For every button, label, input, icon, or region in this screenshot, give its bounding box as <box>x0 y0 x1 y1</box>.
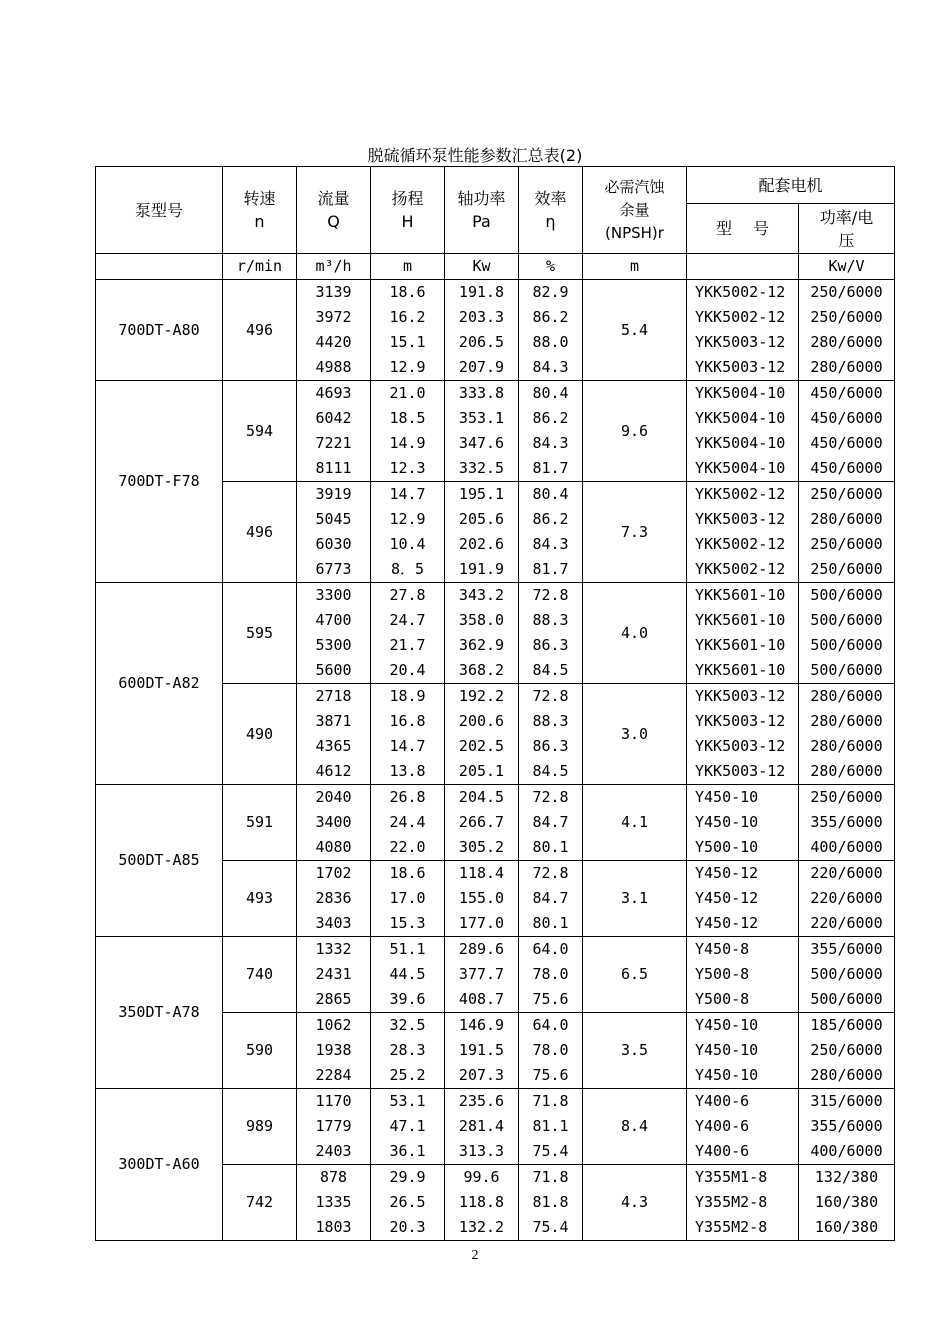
motor-power-cell: 450/6000 <box>799 381 895 407</box>
head-cell: 21.7 <box>371 633 445 658</box>
unit-head: m <box>371 254 445 280</box>
flow-cell: 2284 <box>297 1063 371 1089</box>
header-flow: 流量 Q <box>297 167 371 254</box>
efficiency-cell: 81.8 <box>519 1190 583 1215</box>
head-cell: 18.9 <box>371 684 445 710</box>
motor-type-cell: Y450-8 <box>687 937 799 963</box>
head-cell: 18.6 <box>371 861 445 887</box>
efficiency-cell: 75.4 <box>519 1215 583 1241</box>
shaft-power-cell: 132.2 <box>445 1215 519 1241</box>
motor-type-cell: Y355M1-8 <box>687 1165 799 1191</box>
efficiency-cell: 86.2 <box>519 406 583 431</box>
efficiency-cell: 88.0 <box>519 330 583 355</box>
motor-power-cell: 250/6000 <box>799 1038 895 1063</box>
npsh-cell: 4.0 <box>583 583 687 684</box>
flow-cell: 2040 <box>297 785 371 811</box>
efficiency-cell: 88.3 <box>519 608 583 633</box>
header-head: 扬程 H <box>371 167 445 254</box>
head-cell: 20.4 <box>371 658 445 684</box>
motor-power-cell: 500/6000 <box>799 633 895 658</box>
speed-cell: 590 <box>223 1013 297 1089</box>
head-cell: 28.3 <box>371 1038 445 1063</box>
motor-type-cell: Y400-6 <box>687 1089 799 1115</box>
efficiency-cell: 86.3 <box>519 633 583 658</box>
motor-type-cell: Y355M2-8 <box>687 1215 799 1241</box>
pump-model-cell: 600DT-A82 <box>96 583 223 785</box>
motor-type-cell: Y450-10 <box>687 1063 799 1089</box>
flow-cell: 4700 <box>297 608 371 633</box>
pump-model-cell: 500DT-A85 <box>96 785 223 937</box>
table-row <box>96 937 895 963</box>
shaft-power-cell: 332.5 <box>445 456 519 482</box>
flow-cell: 5600 <box>297 658 371 684</box>
head-cell: 18.6 <box>371 280 445 306</box>
speed-cell: 989 <box>223 1089 297 1165</box>
flow-cell: 4080 <box>297 835 371 861</box>
shaft-power-cell: 207.9 <box>445 355 519 381</box>
efficiency-cell: 72.8 <box>519 861 583 887</box>
speed-cell: 496 <box>223 482 297 583</box>
head-cell: 26.5 <box>371 1190 445 1215</box>
motor-power-cell: 250/6000 <box>799 482 895 508</box>
efficiency-cell: 84.3 <box>519 532 583 557</box>
efficiency-cell: 72.8 <box>519 785 583 811</box>
head-cell: 44.5 <box>371 962 445 987</box>
shaft-power-cell: 191.9 <box>445 557 519 583</box>
flow-cell: 2431 <box>297 962 371 987</box>
motor-power-cell: 400/6000 <box>799 835 895 861</box>
motor-power-cell: 185/6000 <box>799 1013 895 1039</box>
motor-type-cell: Y450-12 <box>687 911 799 937</box>
motor-power-cell: 280/6000 <box>799 1063 895 1089</box>
motor-power-cell: 280/6000 <box>799 759 895 785</box>
efficiency-cell: 86.2 <box>519 305 583 330</box>
shaft-power-cell: 207.3 <box>445 1063 519 1089</box>
efficiency-cell: 78.0 <box>519 1038 583 1063</box>
unit-efficiency: % <box>519 254 583 280</box>
speed-cell: 594 <box>223 381 297 482</box>
npsh-cell: 9.6 <box>583 381 687 482</box>
efficiency-cell: 80.1 <box>519 835 583 861</box>
shaft-power-cell: 118.4 <box>445 861 519 887</box>
shaft-power-cell: 205.6 <box>445 507 519 532</box>
pump-model-cell: 350DT-A78 <box>96 937 223 1089</box>
efficiency-cell: 80.4 <box>519 482 583 508</box>
npsh-cell: 4.1 <box>583 785 687 861</box>
motor-type-cell: YKK5003-12 <box>687 709 799 734</box>
header-efficiency: 效率 η <box>519 167 583 254</box>
efficiency-cell: 72.8 <box>519 684 583 710</box>
shaft-power-cell: 200.6 <box>445 709 519 734</box>
table-row <box>96 381 895 407</box>
speed-cell: 493 <box>223 861 297 937</box>
pump-model-cell: 300DT-A60 <box>96 1089 223 1241</box>
head-cell: 10.4 <box>371 532 445 557</box>
npsh-cell: 4.3 <box>583 1165 687 1241</box>
motor-power-cell: 400/6000 <box>799 1139 895 1165</box>
shaft-power-cell: 358.0 <box>445 608 519 633</box>
flow-cell: 5300 <box>297 633 371 658</box>
motor-type-cell: YKK5601-10 <box>687 658 799 684</box>
shaft-power-cell: 99.6 <box>445 1165 519 1191</box>
shaft-power-cell: 191.5 <box>445 1038 519 1063</box>
motor-power-cell: 450/6000 <box>799 431 895 456</box>
unit-pump-model <box>96 254 223 280</box>
table-row <box>96 280 895 306</box>
head-cell: 29.9 <box>371 1165 445 1191</box>
motor-type-cell: YKK5003-12 <box>687 330 799 355</box>
table-row <box>96 583 895 609</box>
efficiency-cell: 84.7 <box>519 810 583 835</box>
header-speed: 转速 n <box>223 167 297 254</box>
head-cell: 53.1 <box>371 1089 445 1115</box>
shaft-power-cell: 206.5 <box>445 330 519 355</box>
flow-cell: 878 <box>297 1165 371 1191</box>
shaft-power-cell: 362.9 <box>445 633 519 658</box>
motor-type-cell: YKK5004-10 <box>687 456 799 482</box>
shaft-power-cell: 203.3 <box>445 305 519 330</box>
shaft-power-cell: 204.5 <box>445 785 519 811</box>
head-cell: 8．5 <box>371 557 445 583</box>
efficiency-cell: 64.0 <box>519 937 583 963</box>
flow-cell: 5045 <box>297 507 371 532</box>
motor-type-cell: YKK5004-10 <box>687 381 799 407</box>
motor-power-cell: 280/6000 <box>799 355 895 381</box>
npsh-cell: 6.5 <box>583 937 687 1013</box>
motor-type-cell: YKK5002-12 <box>687 532 799 557</box>
flow-cell: 3403 <box>297 911 371 937</box>
motor-type-cell: YKK5002-12 <box>687 557 799 583</box>
flow-cell: 4420 <box>297 330 371 355</box>
flow-cell: 1062 <box>297 1013 371 1039</box>
flow-cell: 1779 <box>297 1114 371 1139</box>
efficiency-cell: 81.1 <box>519 1114 583 1139</box>
head-cell: 24.4 <box>371 810 445 835</box>
motor-type-cell: YKK5004-10 <box>687 406 799 431</box>
motor-power-cell: 450/6000 <box>799 406 895 431</box>
flow-cell: 6042 <box>297 406 371 431</box>
flow-cell: 4365 <box>297 734 371 759</box>
motor-power-cell: 355/6000 <box>799 1114 895 1139</box>
shaft-power-cell: 377.7 <box>445 962 519 987</box>
unit-motor-type <box>687 254 799 280</box>
flow-cell: 1938 <box>297 1038 371 1063</box>
flow-cell: 4612 <box>297 759 371 785</box>
motor-type-cell: Y450-10 <box>687 810 799 835</box>
head-cell: 12.9 <box>371 355 445 381</box>
shaft-power-cell: 192.2 <box>445 684 519 710</box>
motor-type-cell: Y450-10 <box>687 1013 799 1039</box>
head-cell: 12.3 <box>371 456 445 482</box>
shaft-power-cell: 305.2 <box>445 835 519 861</box>
motor-type-cell: YKK5002-12 <box>687 280 799 306</box>
flow-cell: 6030 <box>297 532 371 557</box>
motor-type-cell: YKK5003-12 <box>687 759 799 785</box>
motor-type-cell: YKK5002-12 <box>687 482 799 508</box>
motor-type-cell: YKK5601-10 <box>687 608 799 633</box>
shaft-power-cell: 195.1 <box>445 482 519 508</box>
table-body <box>96 280 895 1241</box>
flow-cell: 4693 <box>297 381 371 407</box>
flow-cell: 3919 <box>297 482 371 508</box>
motor-power-cell: 355/6000 <box>799 810 895 835</box>
head-cell: 15.1 <box>371 330 445 355</box>
header-shaft-power: 轴功率 Pa <box>445 167 519 254</box>
efficiency-cell: 75.6 <box>519 1063 583 1089</box>
motor-power-cell: 500/6000 <box>799 987 895 1013</box>
efficiency-cell: 80.4 <box>519 381 583 407</box>
motor-power-cell: 500/6000 <box>799 583 895 609</box>
speed-cell: 595 <box>223 583 297 684</box>
table-row <box>96 1089 895 1115</box>
motor-power-cell: 280/6000 <box>799 507 895 532</box>
motor-power-cell: 160/380 <box>799 1190 895 1215</box>
efficiency-cell: 84.5 <box>519 759 583 785</box>
efficiency-cell: 81.7 <box>519 456 583 482</box>
motor-power-cell: 500/6000 <box>799 962 895 987</box>
motor-type-cell: YKK5601-10 <box>687 583 799 609</box>
head-cell: 25.2 <box>371 1063 445 1089</box>
shaft-power-cell: 281.4 <box>445 1114 519 1139</box>
motor-type-cell: YKK5004-10 <box>687 431 799 456</box>
motor-power-cell: 280/6000 <box>799 684 895 710</box>
header-npsh: 必需汽蚀 余量 (NPSH)r <box>583 167 687 254</box>
head-cell: 12.9 <box>371 507 445 532</box>
motor-power-cell: 280/6000 <box>799 709 895 734</box>
motor-type-cell: YKK5003-12 <box>687 507 799 532</box>
motor-type-cell: YKK5003-12 <box>687 684 799 710</box>
npsh-cell: 7.3 <box>583 482 687 583</box>
motor-type-cell: YKK5003-12 <box>687 355 799 381</box>
head-cell: 13.8 <box>371 759 445 785</box>
flow-cell: 2718 <box>297 684 371 710</box>
unit-flow: m³/h <box>297 254 371 280</box>
motor-power-cell: 160/380 <box>799 1215 895 1241</box>
pump-model-cell: 700DT-F78 <box>96 381 223 583</box>
flow-cell: 3972 <box>297 305 371 330</box>
motor-type-cell: YKK5003-12 <box>687 734 799 759</box>
shaft-power-cell: 118.8 <box>445 1190 519 1215</box>
head-cell: 21.0 <box>371 381 445 407</box>
speed-cell: 740 <box>223 937 297 1013</box>
motor-type-cell: Y450-10 <box>687 785 799 811</box>
head-cell: 24.7 <box>371 608 445 633</box>
pump-model-cell: 700DT-A80 <box>96 280 223 381</box>
npsh-cell: 3.1 <box>583 861 687 937</box>
npsh-cell: 5.4 <box>583 280 687 381</box>
motor-power-cell: 280/6000 <box>799 330 895 355</box>
efficiency-cell: 80.1 <box>519 911 583 937</box>
motor-type-cell: Y500-10 <box>687 835 799 861</box>
flow-cell: 7221 <box>297 431 371 456</box>
motor-power-cell: 280/6000 <box>799 734 895 759</box>
motor-power-cell: 250/6000 <box>799 557 895 583</box>
speed-cell: 490 <box>223 684 297 785</box>
speed-cell: 591 <box>223 785 297 861</box>
shaft-power-cell: 155.0 <box>445 886 519 911</box>
flow-cell: 1170 <box>297 1089 371 1115</box>
shaft-power-cell: 205.1 <box>445 759 519 785</box>
flow-cell: 2403 <box>297 1139 371 1165</box>
efficiency-cell: 71.8 <box>519 1165 583 1191</box>
npsh-cell: 3.0 <box>583 684 687 785</box>
head-cell: 36.1 <box>371 1139 445 1165</box>
unit-motor-power: Kw/V <box>799 254 895 280</box>
efficiency-cell: 78.0 <box>519 962 583 987</box>
motor-type-cell: Y450-10 <box>687 1038 799 1063</box>
header-pump-model: 泵型号 <box>96 167 223 254</box>
efficiency-cell: 81.7 <box>519 557 583 583</box>
motor-power-cell: 450/6000 <box>799 456 895 482</box>
shaft-power-cell: 313.3 <box>445 1139 519 1165</box>
head-cell: 32.5 <box>371 1013 445 1039</box>
motor-power-cell: 500/6000 <box>799 608 895 633</box>
efficiency-cell: 88.3 <box>519 709 583 734</box>
head-cell: 51.1 <box>371 937 445 963</box>
motor-power-cell: 250/6000 <box>799 305 895 330</box>
head-cell: 27.8 <box>371 583 445 609</box>
efficiency-cell: 71.8 <box>519 1089 583 1115</box>
motor-power-cell: 250/6000 <box>799 785 895 811</box>
shaft-power-cell: 146.9 <box>445 1013 519 1039</box>
efficiency-cell: 72.8 <box>519 583 583 609</box>
shaft-power-cell: 343.2 <box>445 583 519 609</box>
head-cell: 47.1 <box>371 1114 445 1139</box>
motor-power-cell: 220/6000 <box>799 861 895 887</box>
motor-type-cell: Y500-8 <box>687 962 799 987</box>
flow-cell: 2836 <box>297 886 371 911</box>
efficiency-cell: 84.5 <box>519 658 583 684</box>
shaft-power-cell: 289.6 <box>445 937 519 963</box>
speed-cell: 496 <box>223 280 297 381</box>
flow-cell: 4988 <box>297 355 371 381</box>
npsh-cell: 3.5 <box>583 1013 687 1089</box>
head-cell: 15.3 <box>371 911 445 937</box>
header-motor-type: 型 号 <box>687 204 799 254</box>
shaft-power-cell: 177.0 <box>445 911 519 937</box>
flow-cell: 8111 <box>297 456 371 482</box>
motor-type-cell: Y400-6 <box>687 1139 799 1165</box>
table-row <box>96 785 895 811</box>
head-cell: 16.2 <box>371 305 445 330</box>
flow-cell: 3871 <box>297 709 371 734</box>
motor-type-cell: Y400-6 <box>687 1114 799 1139</box>
motor-type-cell: Y450-12 <box>687 886 799 911</box>
motor-type-cell: Y500-8 <box>687 987 799 1013</box>
motor-power-cell: 250/6000 <box>799 280 895 306</box>
pump-parameters-table <box>95 166 895 1241</box>
motor-power-cell: 220/6000 <box>799 911 895 937</box>
head-cell: 20.3 <box>371 1215 445 1241</box>
motor-power-cell: 315/6000 <box>799 1089 895 1115</box>
head-cell: 17.0 <box>371 886 445 911</box>
efficiency-cell: 82.9 <box>519 280 583 306</box>
head-cell: 14.7 <box>371 734 445 759</box>
npsh-cell: 8.4 <box>583 1089 687 1165</box>
flow-cell: 3400 <box>297 810 371 835</box>
flow-cell: 6773 <box>297 557 371 583</box>
efficiency-cell: 86.2 <box>519 507 583 532</box>
header-motor-group: 配套电机 <box>687 167 895 204</box>
shaft-power-cell: 202.5 <box>445 734 519 759</box>
efficiency-cell: 86.3 <box>519 734 583 759</box>
shaft-power-cell: 333.8 <box>445 381 519 407</box>
head-cell: 14.9 <box>371 431 445 456</box>
head-cell: 14.7 <box>371 482 445 508</box>
head-cell: 18.5 <box>371 406 445 431</box>
head-cell: 39.6 <box>371 987 445 1013</box>
motor-type-cell: YKK5601-10 <box>687 633 799 658</box>
page-number: 2 <box>471 1248 479 1263</box>
flow-cell: 1335 <box>297 1190 371 1215</box>
shaft-power-cell: 191.8 <box>445 280 519 306</box>
motor-power-cell: 132/380 <box>799 1165 895 1191</box>
efficiency-cell: 84.7 <box>519 886 583 911</box>
shaft-power-cell: 235.6 <box>445 1089 519 1115</box>
flow-cell: 1702 <box>297 861 371 887</box>
head-cell: 22.0 <box>371 835 445 861</box>
table-title: 脱硫循环泵性能参数汇总表(2) <box>367 146 583 165</box>
shaft-power-cell: 408.7 <box>445 987 519 1013</box>
efficiency-cell: 84.3 <box>519 431 583 456</box>
motor-type-cell: Y450-12 <box>687 861 799 887</box>
shaft-power-cell: 368.2 <box>445 658 519 684</box>
shaft-power-cell: 347.6 <box>445 431 519 456</box>
unit-speed: r/min <box>223 254 297 280</box>
motor-power-cell: 355/6000 <box>799 937 895 963</box>
efficiency-cell: 75.6 <box>519 987 583 1013</box>
head-cell: 16.8 <box>371 709 445 734</box>
motor-power-cell: 250/6000 <box>799 532 895 557</box>
efficiency-cell: 75.4 <box>519 1139 583 1165</box>
head-cell: 26.8 <box>371 785 445 811</box>
flow-cell: 1332 <box>297 937 371 963</box>
efficiency-cell: 84.3 <box>519 355 583 381</box>
speed-cell: 742 <box>223 1165 297 1241</box>
header-motor-power: 功率/电 压 <box>799 204 895 254</box>
motor-type-cell: Y355M2-8 <box>687 1190 799 1215</box>
unit-shaft-power: Kw <box>445 254 519 280</box>
flow-cell: 3300 <box>297 583 371 609</box>
unit-npsh: m <box>583 254 687 280</box>
motor-power-cell: 500/6000 <box>799 658 895 684</box>
motor-power-cell: 220/6000 <box>799 886 895 911</box>
flow-cell: 3139 <box>297 280 371 306</box>
efficiency-cell: 64.0 <box>519 1013 583 1039</box>
shaft-power-cell: 202.6 <box>445 532 519 557</box>
flow-cell: 1803 <box>297 1215 371 1241</box>
shaft-power-cell: 353.1 <box>445 406 519 431</box>
motor-type-cell: YKK5002-12 <box>687 305 799 330</box>
shaft-power-cell: 266.7 <box>445 810 519 835</box>
flow-cell: 2865 <box>297 987 371 1013</box>
